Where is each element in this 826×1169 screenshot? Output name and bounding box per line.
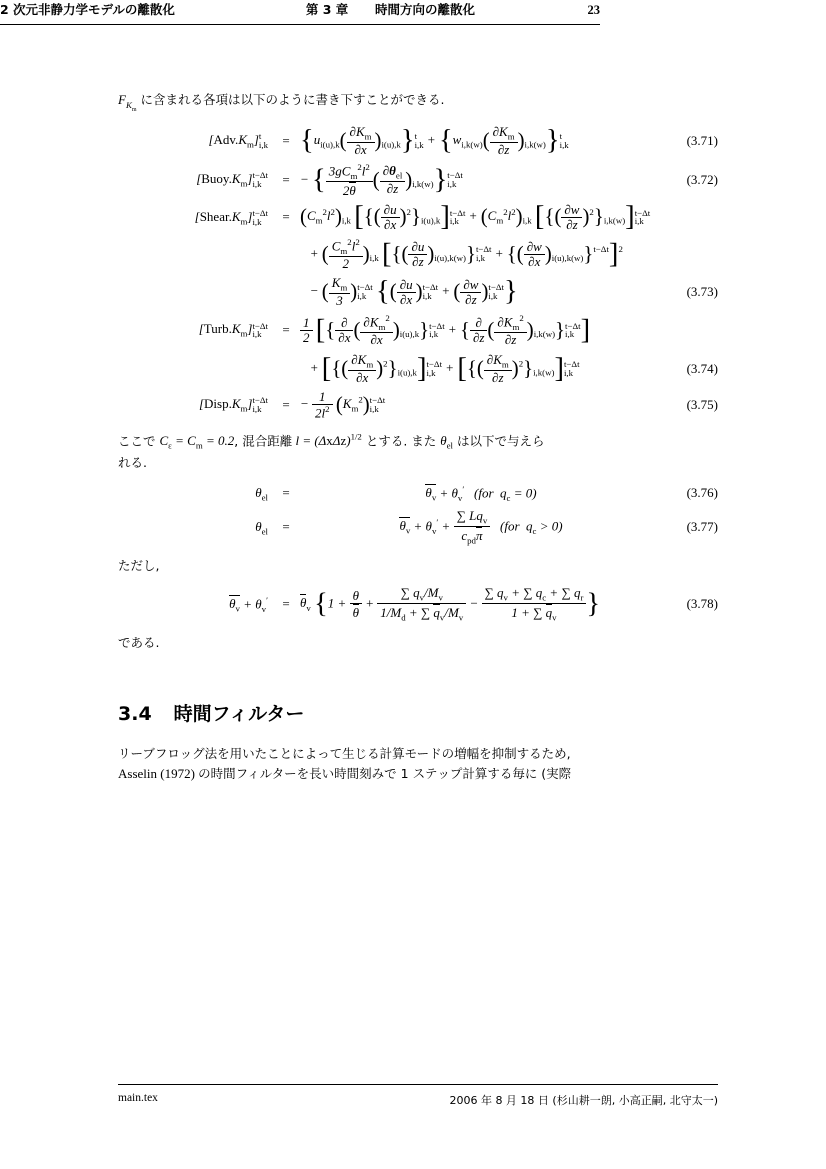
- equation-rhs-3-72: − { $\frac{3gC_m^2l^2}{2\theta}$ ( $\frac{\partial\theta_{el}}{\partial z}$ )$_{i,k(w)}$} t−Δt i,k: [300, 161, 463, 198]
- equation-rhs-3-73a: $(C_m^2l^2)_{i,k}$ [{( $\frac{\partial u}{\partial x}$ )$^2\}_{i(u),k}$] t−Δt i,k + $(C_m^2l^2)_{i,k}$ [{( $\frac{\partial w}{\partial z}$ )$^2\}_{i,k(w)}$] t−Δt i,k: [300, 201, 651, 233]
- section-heading: [118, 699, 718, 726]
- equation-rhs-3-71: {$u_{i(u),k}$( $\frac{\partial K_m}{\partial x}$ )$_{i(u),k}$} t i,k + {$w_{i,k(w)}$( $\frac{\partial K_m}{\partial z}$ )$_{i,k(w)}$} t i,k: [300, 123, 569, 157]
- footer-filename: main.tex: [118, 1092, 158, 1104]
- equation-row-3-75: [118, 390, 718, 420]
- citation-asselin: Asselin (1972): [118, 766, 199, 782]
- equation-lhs-3-73: $[Shear.K_m]$ t−Δt i,k: [194, 207, 268, 227]
- equation-rhs-3-77: $\theta_v + \theta_v'$ + $\frac{\sum Lq_v}{c_{pd}\pi}$ (for $q_c > 0$): [399, 508, 563, 546]
- equation-lhs-3-78: $\theta_v + \theta_v'$: [229, 594, 268, 614]
- section-paragraph: [118, 744, 718, 786]
- equals-sign: =: [282, 397, 290, 413]
- equation-tag-3-72: (3.72): [686, 171, 718, 187]
- equation-row-3-77: [118, 509, 718, 546]
- equation-row-3-71: [118, 125, 718, 157]
- header-chapter: [175, 0, 566, 18]
- equals-sign: =: [282, 596, 290, 612]
- equals-sign: =: [282, 171, 290, 187]
- equation-block-adv: [118, 125, 718, 420]
- equation-row-3-74b: [118, 353, 718, 385]
- page-content: [118, 80, 718, 785]
- equation-rhs-3-78: $\theta_v$ {1 + $\frac{\theta}{\theta}$ + $\frac{\sum q_v/M_v}{1/M_d + \sum q_v/M_v}$ − $\frac{\sum q_v + \sum q_c + \sum q_r}{1 + \sum q_v}$ }: [300, 584, 601, 623]
- page-footer: [118, 1084, 718, 1108]
- header-chapter-title: 時間方向の離散化: [375, 2, 476, 17]
- equation-tag-3-73: (3.73): [686, 284, 718, 300]
- paragraph-constants: [118, 430, 718, 474]
- equation-lhs-3-76: $\theta_{el}$: [255, 484, 268, 503]
- paragraph-constants-d: れる.: [118, 455, 147, 471]
- equation-row-3-72: [118, 163, 718, 198]
- equation-block-theta-v: [118, 586, 718, 623]
- constant-expression: $C_\varepsilon = C_m = 0.2$: [159, 433, 235, 451]
- intro-symbol: $F_{K_m}$: [118, 92, 137, 113]
- intro-text: に含まれる各項は以下のように書き下すことができる.: [136, 92, 445, 107]
- page-number: 23: [587, 3, 600, 17]
- equation-rhs-3-74a: $\frac{1}{2}$ [{ $\frac{\partial}{\partial x}$ ( $\frac{\partial K_m^2}{\partial x}$ )$_{i(u),k}$} t−Δt i,k + { $\frac{\partial}{\partial z}$ ( $\frac{\partial K_m^2}{\partial z}$ )$_{i,k(w)}$} t−Δt i,k ]: [294, 314, 662, 347]
- equation-lhs-3-71: $[Adv.K_m]$ t i,k: [208, 130, 268, 150]
- equals-sign: =: [282, 209, 290, 225]
- intro-paragraph: [118, 90, 718, 115]
- paragraph-constants-a: ここで: [118, 433, 160, 449]
- equals-sign: =: [282, 519, 290, 535]
- equation-tag-3-77: (3.77): [686, 519, 718, 535]
- equation-block-theta: [118, 484, 718, 546]
- equation-lhs-3-74: $[Turb.K_m]$ t−Δt i,k: [198, 320, 268, 340]
- paragraph-dearu: である.: [118, 634, 160, 650]
- section-paragraph-line1: リーブフロッグ法を用いたことによって生じる計算モードの増幅を抑制するため,: [118, 745, 571, 761]
- equation-tag-3-76: (3.76): [686, 485, 718, 501]
- equals-sign: =: [282, 485, 290, 501]
- equation-lhs-3-77: $\theta_{el}$: [255, 518, 268, 537]
- equation-row-3-73c: [118, 276, 718, 308]
- equation-lhs-3-75: $[Disp.K_m]$ t−Δt i,k: [198, 395, 268, 415]
- equation-rhs-3-76: $\theta_v + \theta_v'$ (for $q_c = 0$): [425, 483, 537, 503]
- mixing-length-expression: $l = (\Delta x\Delta z)^{1/2}$: [295, 431, 362, 449]
- paragraph-constants-c: は以下で与えら: [453, 433, 545, 449]
- section-paragraph-line2: の時間フィルターを長い時間刻みで 1 ステップ計算する毎に (実際: [198, 766, 572, 782]
- footer-date-authors: 2006 年 8 月 18 日 (杉山耕一朗, 小高正嗣, 北守太一): [449, 1094, 718, 1107]
- equation-row-3-74a: [118, 314, 718, 347]
- equation-row-3-76: [118, 484, 718, 503]
- equation-lhs-3-72: $[Buoy.K_m]$ t−Δt i,k: [196, 170, 268, 189]
- equation-tag-3-78: (3.78): [686, 596, 718, 612]
- header-chapter-number: 第 3 章: [305, 2, 349, 17]
- equation-tag-3-71: (3.71): [686, 132, 718, 148]
- section-number: 3.4: [118, 702, 152, 725]
- theta-el-symbol: $\theta_{el}$: [440, 433, 454, 451]
- equation-rhs-3-73b: + ( $\frac{C_m^2l^2}{2}$ )$_{i,k}$ [{( $\frac{\partial u}{\partial z}$ )$_{i(u),k(w)}$} t−Δt i,k + {( $\frac{\partial w}{\partial x}$ )$_{i(u),k(w)}\}^{t-\Delta t}]^2$: [300, 236, 623, 271]
- equation-tag-3-75: (3.75): [686, 397, 718, 413]
- page-header: [0, 0, 600, 25]
- equation-tag-3-74: (3.74): [686, 360, 718, 376]
- paragraph-constants-b: とする. また: [361, 433, 441, 449]
- equation-row-3-73a: [118, 203, 718, 231]
- equation-rhs-3-75: − $\frac{1}{2l^2}$ $(K_m^2)$ t−Δt i,k: [300, 389, 386, 421]
- equals-sign: =: [282, 132, 290, 148]
- equation-rhs-3-73c: − ( $\frac{K_m}{3}$ ) t−Δt i,k {( $\frac{\partial u}{\partial x}$ ) t−Δt i,k + ( $\frac{\partial w}{\partial z}$ ) t−Δt i,k }: [300, 275, 518, 309]
- equation-row-3-73b: [118, 238, 718, 271]
- equation-rhs-3-74b: + [{( $\frac{\partial K_m}{\partial x}$ )$^2\}_{i(u),k}$] t−Δt i,k + [{( $\frac{\partial K_m}{\partial z}$ )$^2\}_{i,k(w)}$] t−Δt i,k: [300, 351, 580, 385]
- paragraph-mixing-length-label: ,: [234, 433, 243, 449]
- section-title: 時間フィルター: [173, 702, 305, 725]
- equation-row-3-78: [118, 586, 718, 623]
- header-left-title: 2 次元非静力学モデルの離散化: [0, 2, 175, 17]
- mixing-length-text: 混合距離: [242, 433, 293, 449]
- equals-sign: =: [282, 322, 290, 338]
- paragraph-tadashi: ただし,: [118, 557, 160, 573]
